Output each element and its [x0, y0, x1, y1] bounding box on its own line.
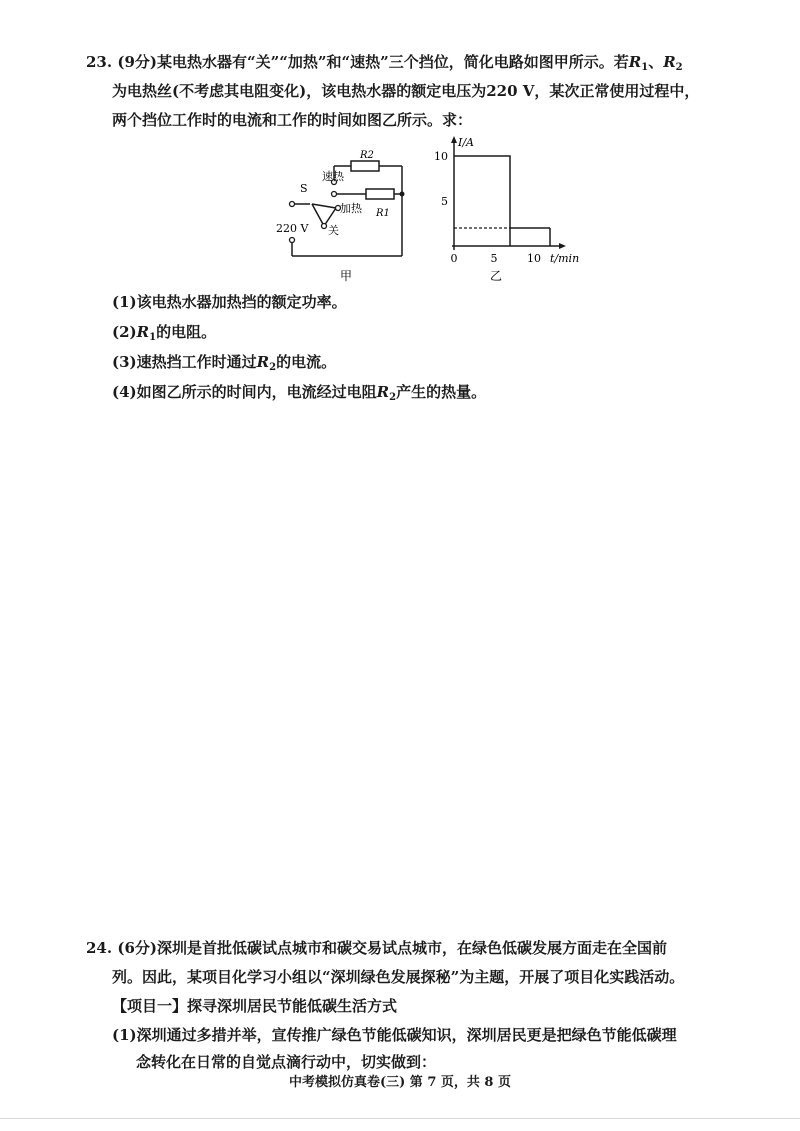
y-axis-arrow: [451, 136, 457, 143]
q24-line-2: 列。因此，某项目化学习小组以“深圳绿色发展探秘”为主题，开展了项目化实践活动。: [112, 968, 685, 986]
bottom-rule: [0, 1118, 800, 1119]
caption-yi: 乙: [489, 269, 503, 282]
label-r2: R2: [360, 150, 374, 161]
q23-line-1: 23. (9分)某电热水器有“关”“加热”和“速热”三个挡位，简化电路如图甲所示。若$R_1$、$R_2$: [86, 53, 683, 73]
current-time-chart: [424, 132, 584, 282]
label-voltage: 220 V: [276, 222, 309, 235]
q23-sub-4: (4)如图乙所示的时间内，电流经过电阻$R_2$产生的热量。: [112, 383, 487, 403]
label-heat: 加热: [340, 202, 362, 215]
q24-project-title: 【项目一】探寻深圳居民节能低碳生活方式: [112, 997, 398, 1015]
y-axis-label: I/A: [458, 136, 474, 149]
q23-sub-1: (1)该电热水器加热挡的额定功率。: [112, 293, 347, 311]
q23-sub-3: (3)速热挡工作时通过$R_2$的电流。: [112, 353, 337, 373]
x-axis-arrow: [559, 243, 566, 249]
y-tick-label: 5: [441, 195, 448, 208]
q24-number: 24.: [86, 939, 113, 957]
q23-stem-text: (9分)某电热水器有“关”“加热”和“速热”三个挡位，简化电路如图甲所示。若: [117, 53, 629, 71]
q24-sub-1-line-2: 念转化在日常的自觉点滴行动中，切实做到：: [136, 1053, 437, 1071]
x-axis-label: t/min: [550, 252, 580, 265]
resistor-r2: [351, 161, 379, 171]
x-tick-label: 0: [450, 252, 458, 265]
q23-line-3: 两个挡位工作时的电流和工作的时间如图乙所示。求：: [112, 111, 473, 129]
q23-sub-2: $(2)R_1$的电阻。: [112, 323, 217, 343]
circuit-diagram: [276, 144, 416, 284]
x-tick-label: 10: [527, 252, 541, 265]
q23-number: 23.: [86, 53, 113, 71]
series-line: [454, 156, 550, 228]
q24-sub-1-line-1: (1)深圳通过多措并举，宣传推广绿色节能低碳知识，深圳居民更是把绿色节能低碳理: [112, 1026, 677, 1044]
y-tick-label: 10: [434, 150, 448, 163]
page-footer: 中考模拟仿真卷(三) 第 7 页，共 8 页: [288, 1075, 512, 1090]
q24-line-1: 24. (6分)深圳是首批低碳试点城市和碳交易试点城市，在绿色低碳发展方面走在全国前: [86, 939, 667, 957]
label-off: 关: [328, 224, 339, 237]
label-s: S: [300, 182, 308, 195]
label-r1: R1: [376, 208, 390, 219]
x-tick-label: 5: [490, 252, 498, 265]
resistor-r1: [366, 189, 394, 199]
q23-line-2: 为电热丝(不考虑其电阻变化)，该电热水器的额定电压为220 V，某次正常使用过程中，: [112, 82, 700, 100]
label-fast-heat: 速热: [322, 170, 344, 183]
caption-jia: 甲: [340, 269, 353, 283]
